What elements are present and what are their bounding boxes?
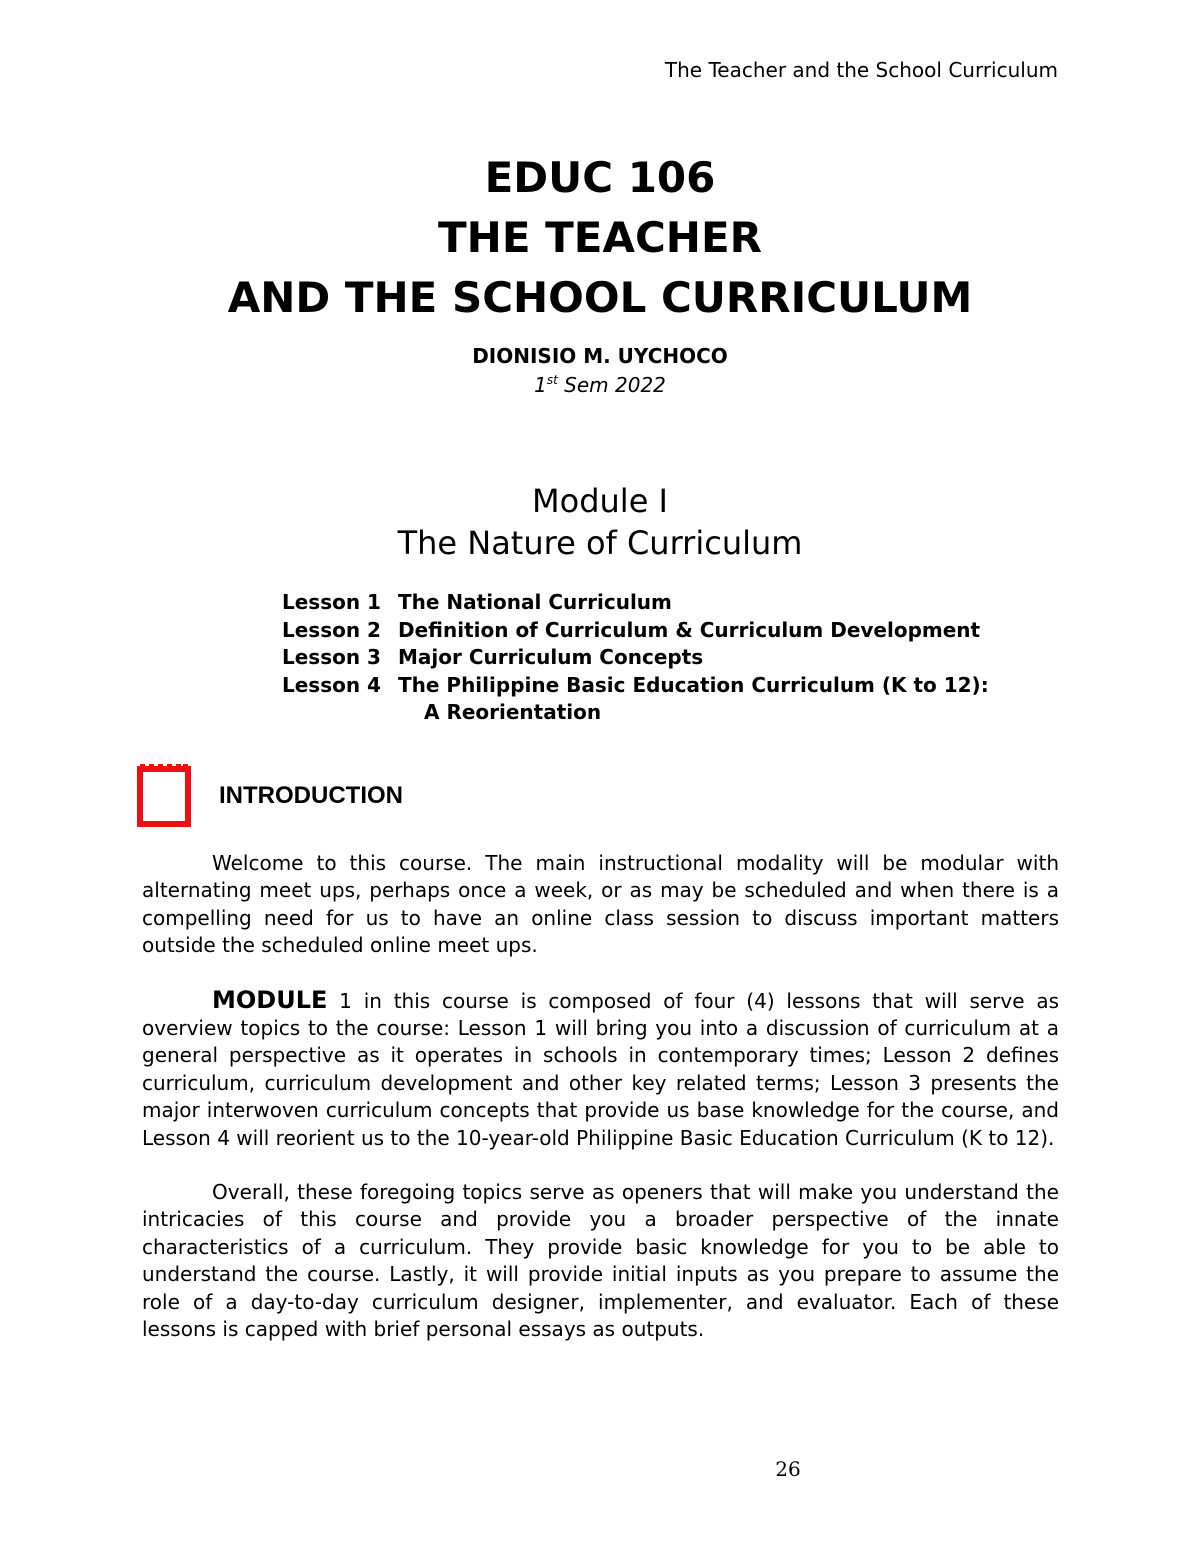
module-lead-word: MODULE — [212, 985, 328, 1014]
lesson-title: The National Curriculum — [398, 590, 672, 614]
lesson-number: Lesson 1 — [282, 590, 381, 614]
notebook-icon — [136, 760, 192, 828]
lesson-number: Lesson 3 — [282, 645, 381, 669]
running-header: The Teacher and the School Curriculum — [664, 58, 1058, 82]
introduction-heading: INTRODUCTION — [219, 782, 403, 809]
lesson-title: Definition of Curriculum & Curriculum Development — [398, 617, 981, 642]
lesson-item — [282, 589, 989, 617]
lesson-item — [282, 644, 989, 672]
semester-rest: Sem 2022 — [557, 373, 666, 397]
module-label: Module I — [532, 482, 668, 520]
lesson-item — [282, 672, 989, 700]
module-title: The Nature of Curriculum — [397, 524, 803, 562]
intro-paragraph-1: Welcome to this course. The main instructional modality will be modular with alternating meet ups, perhaps once a week, or as may be scheduled and when there is a compelling need for us to have an online class session to discuss important matters outside the scheduled online meet ups. — [142, 851, 1059, 958]
lesson-title-continuation: A Reorientation — [424, 700, 602, 724]
semester — [0, 373, 1200, 397]
author-name: DIONISIO M. UYCHOCO — [472, 344, 728, 368]
course-title-line-2: AND THE SCHOOL CURRICULUM — [227, 273, 973, 322]
introduction-body — [142, 850, 1059, 1371]
intro-paragraph-2-text: 1 in this course is composed of four (4) lessons that will serve as overview topics to the course: Lesson 1 will bring you into a discussion of curriculum at a general perspective as it operates in schools in contemporary times; Lesson 2 defines curriculum, curriculum development and other key related terms; Lesson 3 presents the major interwoven curriculum concepts that provide us base knowledge for the course, and Lesson 4 will reorient us to the 10-year-old Philippine Basic Education Curriculum (K to 12). — [142, 988, 1059, 1150]
course-title-line-1: THE TEACHER — [438, 213, 762, 262]
lesson-title: Major Curriculum Concepts — [398, 645, 704, 669]
lesson-number: Lesson 4 — [282, 672, 381, 697]
lesson-number: Lesson 2 — [282, 617, 381, 642]
page-number: 26 — [775, 1457, 801, 1481]
module-heading — [0, 480, 1200, 564]
course-code: EDUC 106 — [484, 153, 716, 202]
intro-paragraph-2 — [142, 987, 1059, 1152]
lesson-list — [282, 589, 989, 727]
semester-number: 1 — [534, 373, 547, 397]
document-title — [0, 148, 1200, 328]
lesson-title: The Philippine Basic Education Curriculum (K to 12): — [398, 672, 989, 697]
semester-ordinal-suffix: st — [546, 373, 558, 387]
lesson-item — [282, 617, 989, 645]
intro-paragraph-3: Overall, these foregoing topics serve as openers that will make you understand the intricacies of this course and provide you a broader perspective of the innate characteristics of a curriculum. They provide basic knowledge for you to be able to understand the course. Lastly, it will provide initial inputs as you prepare to assume the role of a day-to-day curriculum designer, implementer, and evaluator. Each of these lessons is capped with brief personal essays as outputs. — [142, 1180, 1059, 1342]
